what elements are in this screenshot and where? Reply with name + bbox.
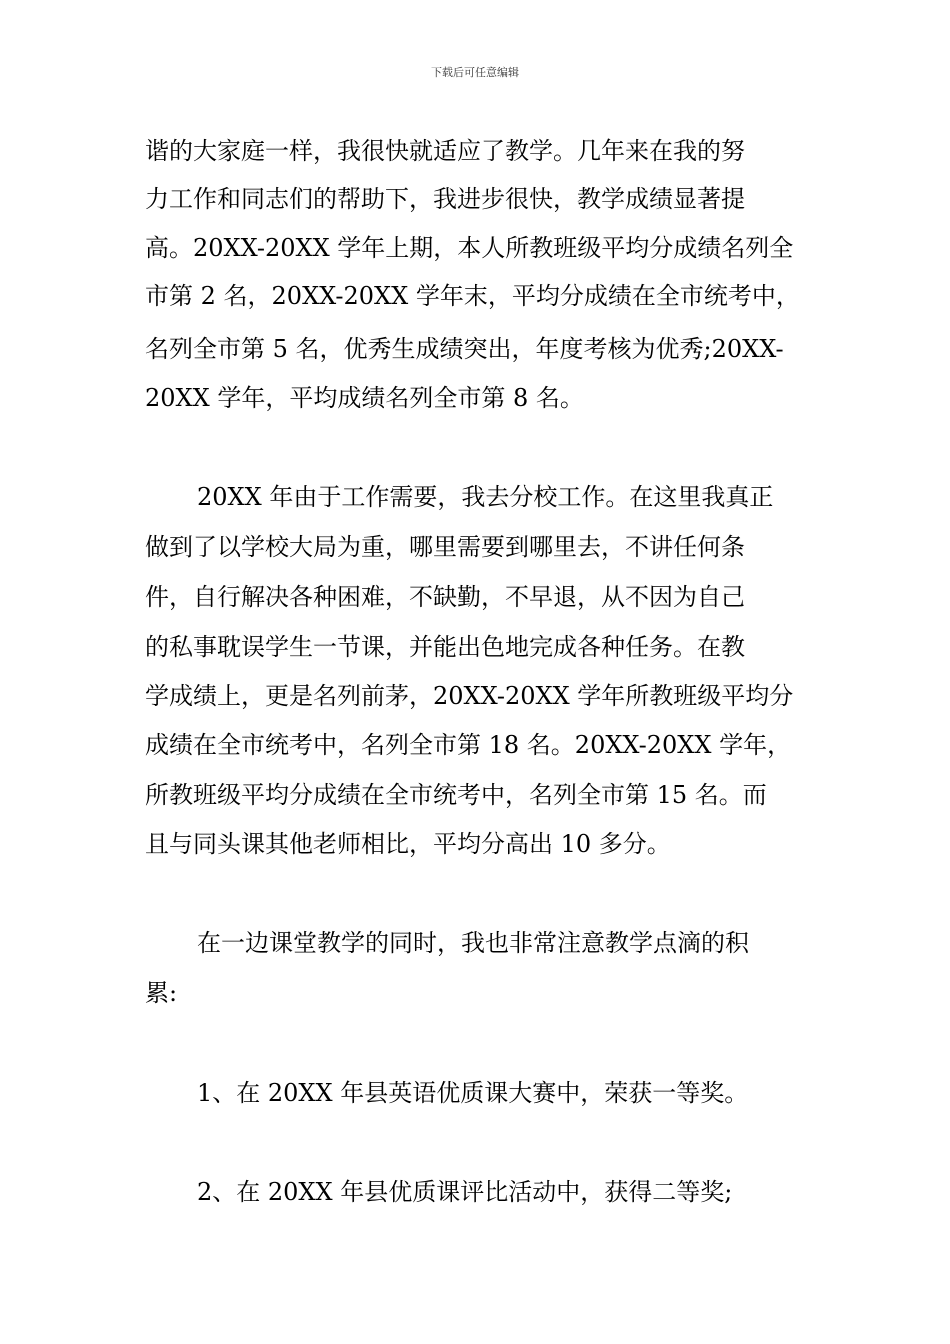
page-header: 下载后可任意编辑 <box>431 66 519 79</box>
paragraph-2-line-8: 且与同头课其他老师相比，平均分高出 10 多分。 <box>145 830 671 858</box>
paragraph-1-line-4: 市第 2 名，20XX-20XX 学年末，平均分成绩在全市统考中， <box>145 282 800 310</box>
paragraph-1-line-2: 力工作和同志们的帮助下，我进步很快，教学成绩显著提 <box>145 185 745 213</box>
paragraph-2-line-4: 的私事耽误学生一节课，并能出色地完成各种任务。在教 <box>145 633 745 661</box>
paragraph-2-line-2: 做到了以学校大局为重，哪里需要到哪里去，不讲任何条 <box>145 533 745 561</box>
paragraph-2-line-1: 20XX 年由于工作需要，我去分校工作。在这里我真正 <box>197 483 774 511</box>
paragraph-2-line-6: 成绩在全市统考中，名列全市第 18 名。20XX-20XX 学年， <box>145 731 792 759</box>
paragraph-3-line-2: 累: <box>145 979 178 1007</box>
paragraph-3-line-1: 在一边课堂教学的同时，我也非常注意教学点滴的积 <box>197 929 749 957</box>
paragraph-1-line-6: 20XX 学年，平均成绩名列全市第 8 名。 <box>145 384 584 412</box>
list-item-2: 2、在 20XX 年县优质课评比活动中，获得二等奖; <box>197 1178 733 1206</box>
paragraph-1-line-1: 谐的大家庭一样，我很快就适应了教学。几年来在我的努 <box>145 137 745 165</box>
paragraph-1-line-3: 高。20XX-20XX 学年上期，本人所教班级平均分成绩名列全 <box>145 234 794 262</box>
paragraph-2-line-7: 所教班级平均分成绩在全市统考中，名列全市第 15 名。而 <box>145 781 767 809</box>
paragraph-2-line-3: 件，自行解决各种困难，不缺勤，不早退，从不因为自己 <box>145 583 745 611</box>
list-item-1: 1、在 20XX 年县英语优质课大赛中，荣获一等奖。 <box>197 1079 749 1107</box>
paragraph-2-line-5: 学成绩上，更是名列前茅，20XX-20XX 学年所教班级平均分 <box>145 682 794 710</box>
paragraph-1-line-5: 名列全市第 5 名，优秀生成绩突出，年度考核为优秀;20XX- <box>145 335 784 363</box>
